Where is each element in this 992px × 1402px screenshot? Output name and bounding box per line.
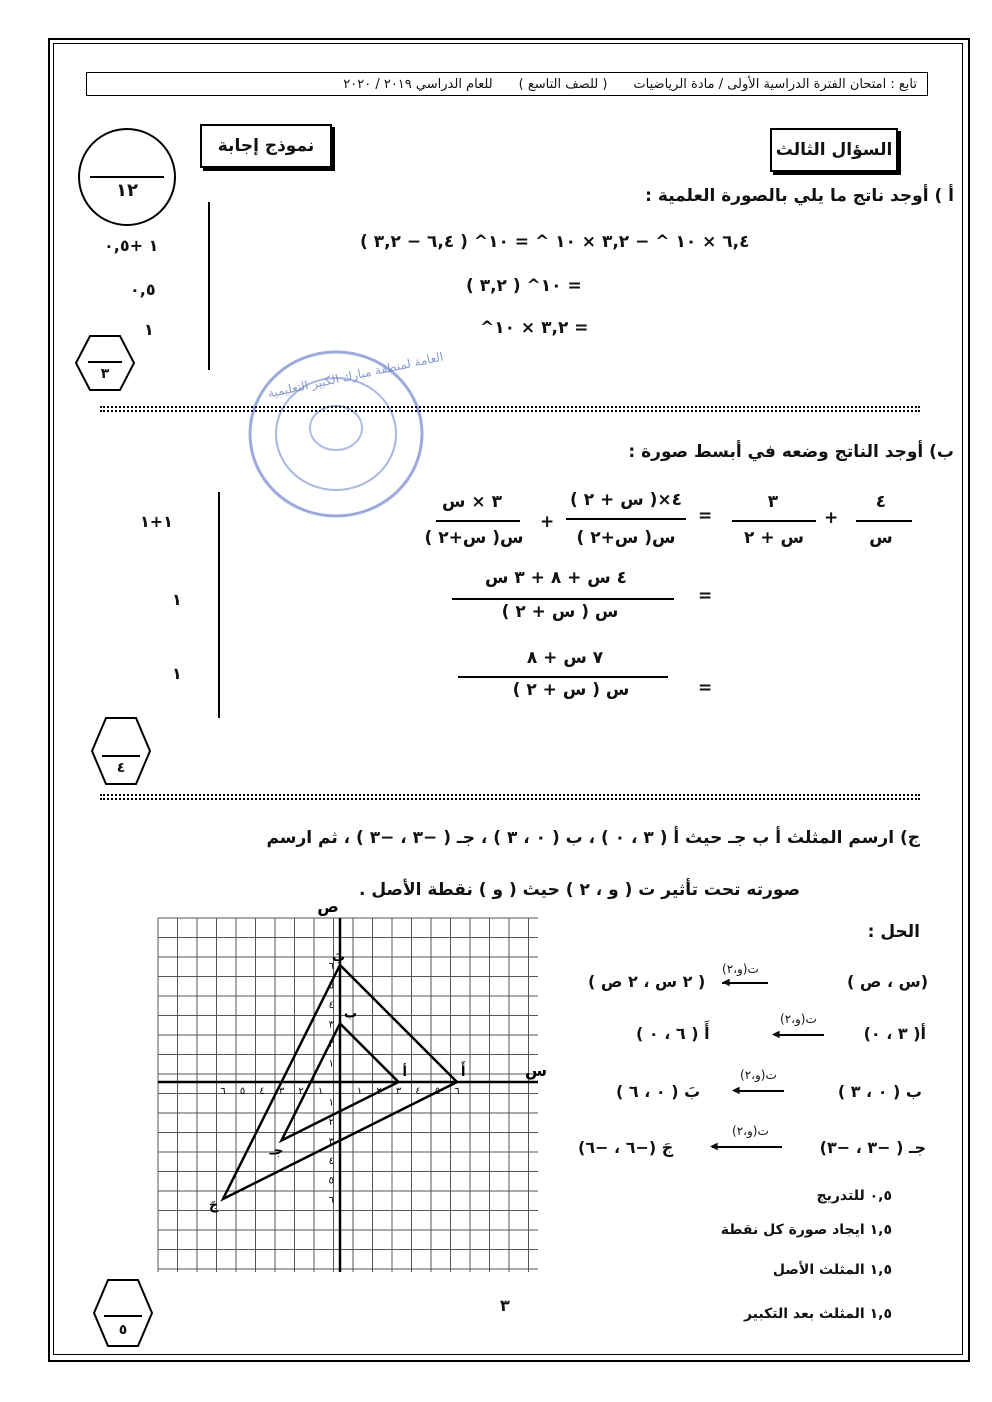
x-tick-label: ٤ [415, 1086, 421, 1097]
y-tick-label: ٥ [328, 980, 334, 992]
axis-y-label: ص [317, 898, 339, 916]
axes [158, 918, 538, 1272]
sol-3-left: ب ( ٠ ، ٣ ) [837, 1082, 922, 1101]
b-f4-line [436, 520, 520, 522]
solution-label: الحل : [867, 922, 920, 942]
part-a-mark-3: ١ [144, 320, 154, 339]
header-grade: ( للصف التاسع ) [518, 76, 608, 92]
point-label: جَ [209, 1198, 219, 1213]
b-f2-line [732, 520, 816, 522]
x-tick-label: ٥ [239, 1086, 246, 1097]
answer-model-box [200, 124, 332, 168]
b-f2-den: س + ٢ [744, 528, 804, 548]
x-tick-label: ٦ [454, 1086, 460, 1097]
part-b-mark-1: ١+١ [140, 512, 173, 531]
sol-2-arrowhead: ◀ [772, 1029, 780, 1040]
rubric-1: ٠,٥ للتدريج [816, 1188, 892, 1204]
part-a-prompt: أ ) أوجد ناتج ما يلي بالصورة العلمية : [645, 186, 954, 206]
sol-4-map: ت(و،٢) [732, 1124, 769, 1138]
b-eq-2: = [698, 586, 713, 606]
part-b-mark-2: ١ [172, 590, 182, 609]
y-tick-label: ٣ [328, 1136, 334, 1148]
axis-x-label: س [524, 1061, 548, 1080]
point-label: بَ [332, 950, 346, 965]
x-tick-label: ٥ [434, 1086, 441, 1097]
y-tick-label: ٢ [328, 1117, 334, 1128]
b-f1-line [856, 520, 912, 522]
b-plus-2: + [540, 512, 555, 532]
sol-3-right: بَ ( ٠ ، ٦ ) [616, 1082, 701, 1101]
part-a-line2: = ١٠^ ( ٣,٢ ) [466, 276, 582, 296]
x-tick-label: ٣ [395, 1086, 402, 1097]
circle-divider [90, 176, 164, 178]
b-f6-line [458, 676, 668, 678]
sol-1-right: ( ٢ س ، ٢ ص ) [588, 972, 706, 991]
part-a-mark-divider [208, 202, 210, 370]
y-tick-label: ٦ [328, 961, 334, 972]
b-f3-line [566, 518, 686, 520]
b-f6-den: س ( س + ٢ ) [512, 680, 630, 700]
b-f1-num: ٤ [875, 492, 887, 512]
separator-1 [100, 406, 920, 412]
sol-4-right: جَ (−٦ ، −٦) [578, 1138, 674, 1157]
part-a-line1: ٦,٤ × ١٠ ^ − ٣,٢ × ١٠ ^ = ١٠^ ( ٦,٤ − ٣,٢ ) [360, 232, 750, 252]
point-label: ب [344, 1006, 358, 1022]
point-label: أ [402, 1065, 407, 1080]
rubric-3: ١,٥ المثلث الأصل [772, 1262, 892, 1278]
b-f1-den: س [869, 528, 893, 548]
b-f5-num: ٤ س + ٨ + ٣ س [484, 568, 628, 588]
part-b-mark-3: ١ [172, 664, 182, 683]
x-tick-label: ٣ [278, 1086, 285, 1097]
part-c-prompt-2: صورته تحت تأثير ت ( و ، ٢ ) حيث ( و ) نقطة الأصل . [358, 880, 800, 900]
sol-1-arrowhead: ◀ [722, 977, 730, 988]
b-f3-num: ٤×( س + ٢ ) [570, 490, 682, 510]
question-title-box [770, 128, 898, 172]
y-tick-label: ١ [328, 1097, 334, 1109]
rubric-2: ١,٥ ايجاد صورة كل نقطة [720, 1222, 892, 1238]
b-f4-den: س( س+٢ ) [424, 528, 524, 548]
sol-2-map: ت(و،٢) [780, 1012, 817, 1026]
total-mark: ١٢ [116, 180, 138, 201]
y-tick-label: ٣ [328, 1019, 334, 1031]
sol-1-map: ت(و،٢) [722, 962, 759, 976]
point-label: جـ [269, 1143, 284, 1159]
question-title: السؤال الثالث [775, 140, 893, 160]
total-mark-circle [78, 128, 176, 226]
b-f5-line [452, 598, 674, 600]
grid-lines [158, 918, 538, 1272]
header-year: للعام الدراسي ٢٠١٩ / ٢٠٢٠ [343, 76, 493, 92]
b-f5-den: س ( س + ٢ ) [501, 602, 619, 622]
header-subject: تابع : امتحان الفترة الدراسية الأولى / مادة الرياضيات [633, 76, 917, 92]
y-tick-label: ٢ [328, 1039, 334, 1050]
y-tick-label: ٤ [328, 1156, 334, 1167]
part-a-hex-mark [74, 334, 136, 392]
b-eq-3: = [698, 678, 713, 698]
sol-2-left: أ( ٣ ، ٠) [863, 1024, 926, 1043]
part-b-hex-value: ٤ [116, 760, 126, 776]
part-a-mark-1: ١ +٠,٥ [104, 236, 159, 255]
b-f2-num: ٣ [767, 492, 779, 512]
sol-2-right: أَ ( ٦ ، ٠ ) [636, 1024, 710, 1043]
x-tick-label: ٦ [220, 1086, 226, 1097]
part-b-mark-divider [218, 492, 220, 718]
y-tick-label: ٦ [328, 1195, 334, 1206]
sol-4-arrow [712, 1146, 782, 1148]
page-number: ٣ [500, 1296, 510, 1315]
y-tick-label: ١ [328, 1058, 334, 1070]
sol-3-arrowhead: ◀ [732, 1085, 740, 1096]
stamp-text: العامة لمنطقة مبارك الكبير التعليمية [266, 349, 445, 401]
answer-model-label: نموذج إجابة [217, 136, 315, 156]
sol-3-map: ت(و،٢) [740, 1068, 777, 1082]
b-f3-den: س( س+٢ ) [576, 528, 676, 548]
b-eq-1: = [698, 506, 713, 526]
exam-header [86, 72, 928, 96]
part-b-prompt: ب) أوجد الناتج وضعه في أبسط صورة : [628, 442, 954, 462]
part-c-hex-value: ٥ [118, 1322, 128, 1338]
sol-4-arrowhead: ◀ [710, 1141, 718, 1152]
sol-2-arrow [774, 1034, 824, 1036]
part-a-line3: = ٣,٢ × ١٠^ [480, 318, 589, 338]
sol-3-arrow [734, 1090, 784, 1092]
b-f4-num: ٣ × س [442, 492, 502, 512]
x-tick-label: ٢ [298, 1086, 304, 1097]
separator-2 [100, 794, 920, 800]
part-a-mark-2: ٠,٥ [130, 280, 156, 299]
x-tick-label: ١ [317, 1086, 324, 1097]
x-tick-label: ٤ [259, 1086, 265, 1097]
sol-1-left: (س ، ص ) [846, 972, 928, 991]
sol-4-left: جـ ( −٣ ، −٣) [819, 1138, 926, 1157]
y-tick-label: ٤ [328, 1000, 334, 1011]
part-a-hex-value: ٣ [100, 366, 110, 382]
b-f6-num: ٧ س + ٨ [526, 648, 604, 668]
point-label: أَ [461, 1065, 466, 1080]
y-tick-label: ٥ [328, 1175, 334, 1187]
b-plus-1: + [824, 508, 839, 528]
coordinate-grid [140, 898, 560, 1288]
x-tick-label: ١ [356, 1086, 363, 1097]
part-c-prompt-1: ج) ارسم المثلث أ ب جـ حيث أ ( ٣ ، ٠ ) ، ب ( ٠ ، ٣ ) ، جـ ( −٣ ، −٣ ) ، ثم ارسم [266, 828, 920, 848]
x-tick-label: ٢ [376, 1086, 382, 1097]
rubric-4: ١,٥ المثلث بعد التكبير [743, 1306, 892, 1322]
